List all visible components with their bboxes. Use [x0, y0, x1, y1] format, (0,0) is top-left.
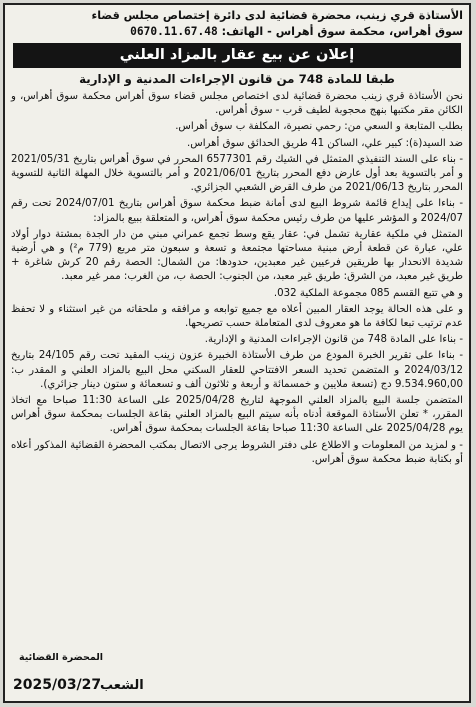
legal-basis-subtitle: طبقا للمادة 748 من قانون الإجراءات المدنية و الإدارية	[79, 72, 395, 86]
legal-notice	[3, 3, 471, 703]
bailiff-signature: المحضرة القضائية	[19, 652, 104, 663]
paragraph-conditions-filing: - بناءا على إيداع قائمة شروط البيع لدى أمانة ضبط محكمة سوق أهراس بتاريخ 2024/07/01 تحت رقم 2024/07 و المؤشر عليها من طرف رئيس محكمة سوق أهراس، و المتعلقة ببيع بالمزاد:	[11, 198, 463, 224]
paragraph-enforcement-title: - بناء على السند التنفيذي المتمثل في الشيك رقم 6577301 المحرر في سوق أهراس بتاريخ 2021/05/31 و أمر بالتسوية بعد أول عارض دفع المحرر بتاريخ 2021/06/01 و أمر بالتسوية خلال المهلة الثانية للتسوية المحرر بتاريخ 2021/06/13 من طرف القرض الشعبي الجزائري.	[11, 153, 463, 194]
header-line-1: الأستاذة قري زينب، محضرة قضائية لدى دائرة إختصاص مجلس قضاء	[91, 9, 463, 22]
publication-date: 2025/03/27	[13, 677, 102, 693]
phone-number: 0670.11.67.48	[130, 25, 218, 38]
paragraph-expert-valuation: - بناءا على تقرير الخبرة المودع من طرف الأستاذة الخبيرة عزون زينب المقيد تحت رقم 24/105 بتاريخ 2024/03/12 و المتضمن تحديد السعر الافتتاحي للعقار السكني محل البيع بالمزاد العلني و المقدر ب: 9.534.960,00 دج (تسعة ملايين و خمسمائة و أربعة و ثلاثون ألف و تسعمائة و ستون دينار جزائري).	[11, 350, 463, 390]
header-line-2	[11, 24, 463, 40]
paragraph-property-description: المتمثل في ملكية عقارية تشمل في: عقار يقع وسط تجمع عمراني مبني من دار الجدة بمشتة دوار أولاد علي، عبارة عن قطعة أرض مبنية مساحتها مجتمعة و تسعة و سبعون متر مربع (779 م²) و هي أرضية شديدة الانحدار بها طريقين فرعيين غير معبدين، حدودها: من الشمال: الحصة رقم 20 كرش شاغرة + طريق غير معبد، من الشرق: طريق غير معبد، من الجنوب: الحصة ب، من الغرب: ممر غير معبد.	[11, 228, 463, 283]
paragraph-contact-info: - و لمزيد من المعلومات و الاطلاع على دفتر الشروط يرجى الاتصال بمكتب المحضرة القضائية المذكور أعلاه أو بكتابة ضبط محكمة سوق أهراس.	[11, 439, 463, 465]
notice-title-banner: إعلان عن بيع عقار بالمزاد العلني	[13, 43, 461, 68]
paragraph-auction-session: المتضمن جلسة البيع بالمزاد العلني الموجهة لتاريخ 2025/04/28 على الساعة 11:30 صباحا مع اتخاذ المقرر، * تعلن الأستاذة الموقعة أدناه بأنه سيتم البيع بالمزاد العلني بقاعة الجلسات بمحكمة سوق أهراس يوم 2025/04/28 على الساعة 11:30 صباحا بقاعة الجلسات بمحكمة سوق أهراس.	[11, 395, 463, 435]
bailiff-header	[5, 5, 469, 40]
paragraph-requester: بطلب المتابعة و السعي من: رحمي نصيرة، المكلفة ب سوق أهراس.	[175, 121, 463, 133]
newspaper-name: الشعب	[100, 678, 144, 693]
paragraph-property-state: و على هذه الحالة يوجد العقار المبين أعلاه مع جميع توابعه و مرافقه و ملحقاته من غير استثناء و لا تحفظ عدم ترتيب تبعا لكافة ما هو معروف لدى المتعاملة حسب تصريحها.	[11, 303, 463, 330]
paragraph-legal-article: - بناءا على المادة 748 من قانون الإجراءات المدنية و الإدارية.	[204, 334, 463, 346]
notice-footer	[5, 639, 469, 701]
paragraph-defendant: ضد السيد(ة): كبير علي، الساكن 41 طريق الحدائق سوق أهراس.	[187, 137, 463, 149]
paragraph-cadastre: و هي تتبع القسم 085 مجموعة الملكية 032.	[273, 287, 463, 299]
header-line-2-text: سوق أهراس، محكمة سوق أهراس - الهاتف:	[221, 25, 463, 38]
notice-body	[5, 88, 469, 467]
paragraph-intro: نحن الأستاذة قري زينب محضرة قضائية لدى اختصاص مجلس قضاء سوق أهراس محكمة سوق أهراس، و الكائن مقر مكتبها بنهج محجوبة لطيف قرب - سوق أهراس.	[11, 91, 463, 117]
